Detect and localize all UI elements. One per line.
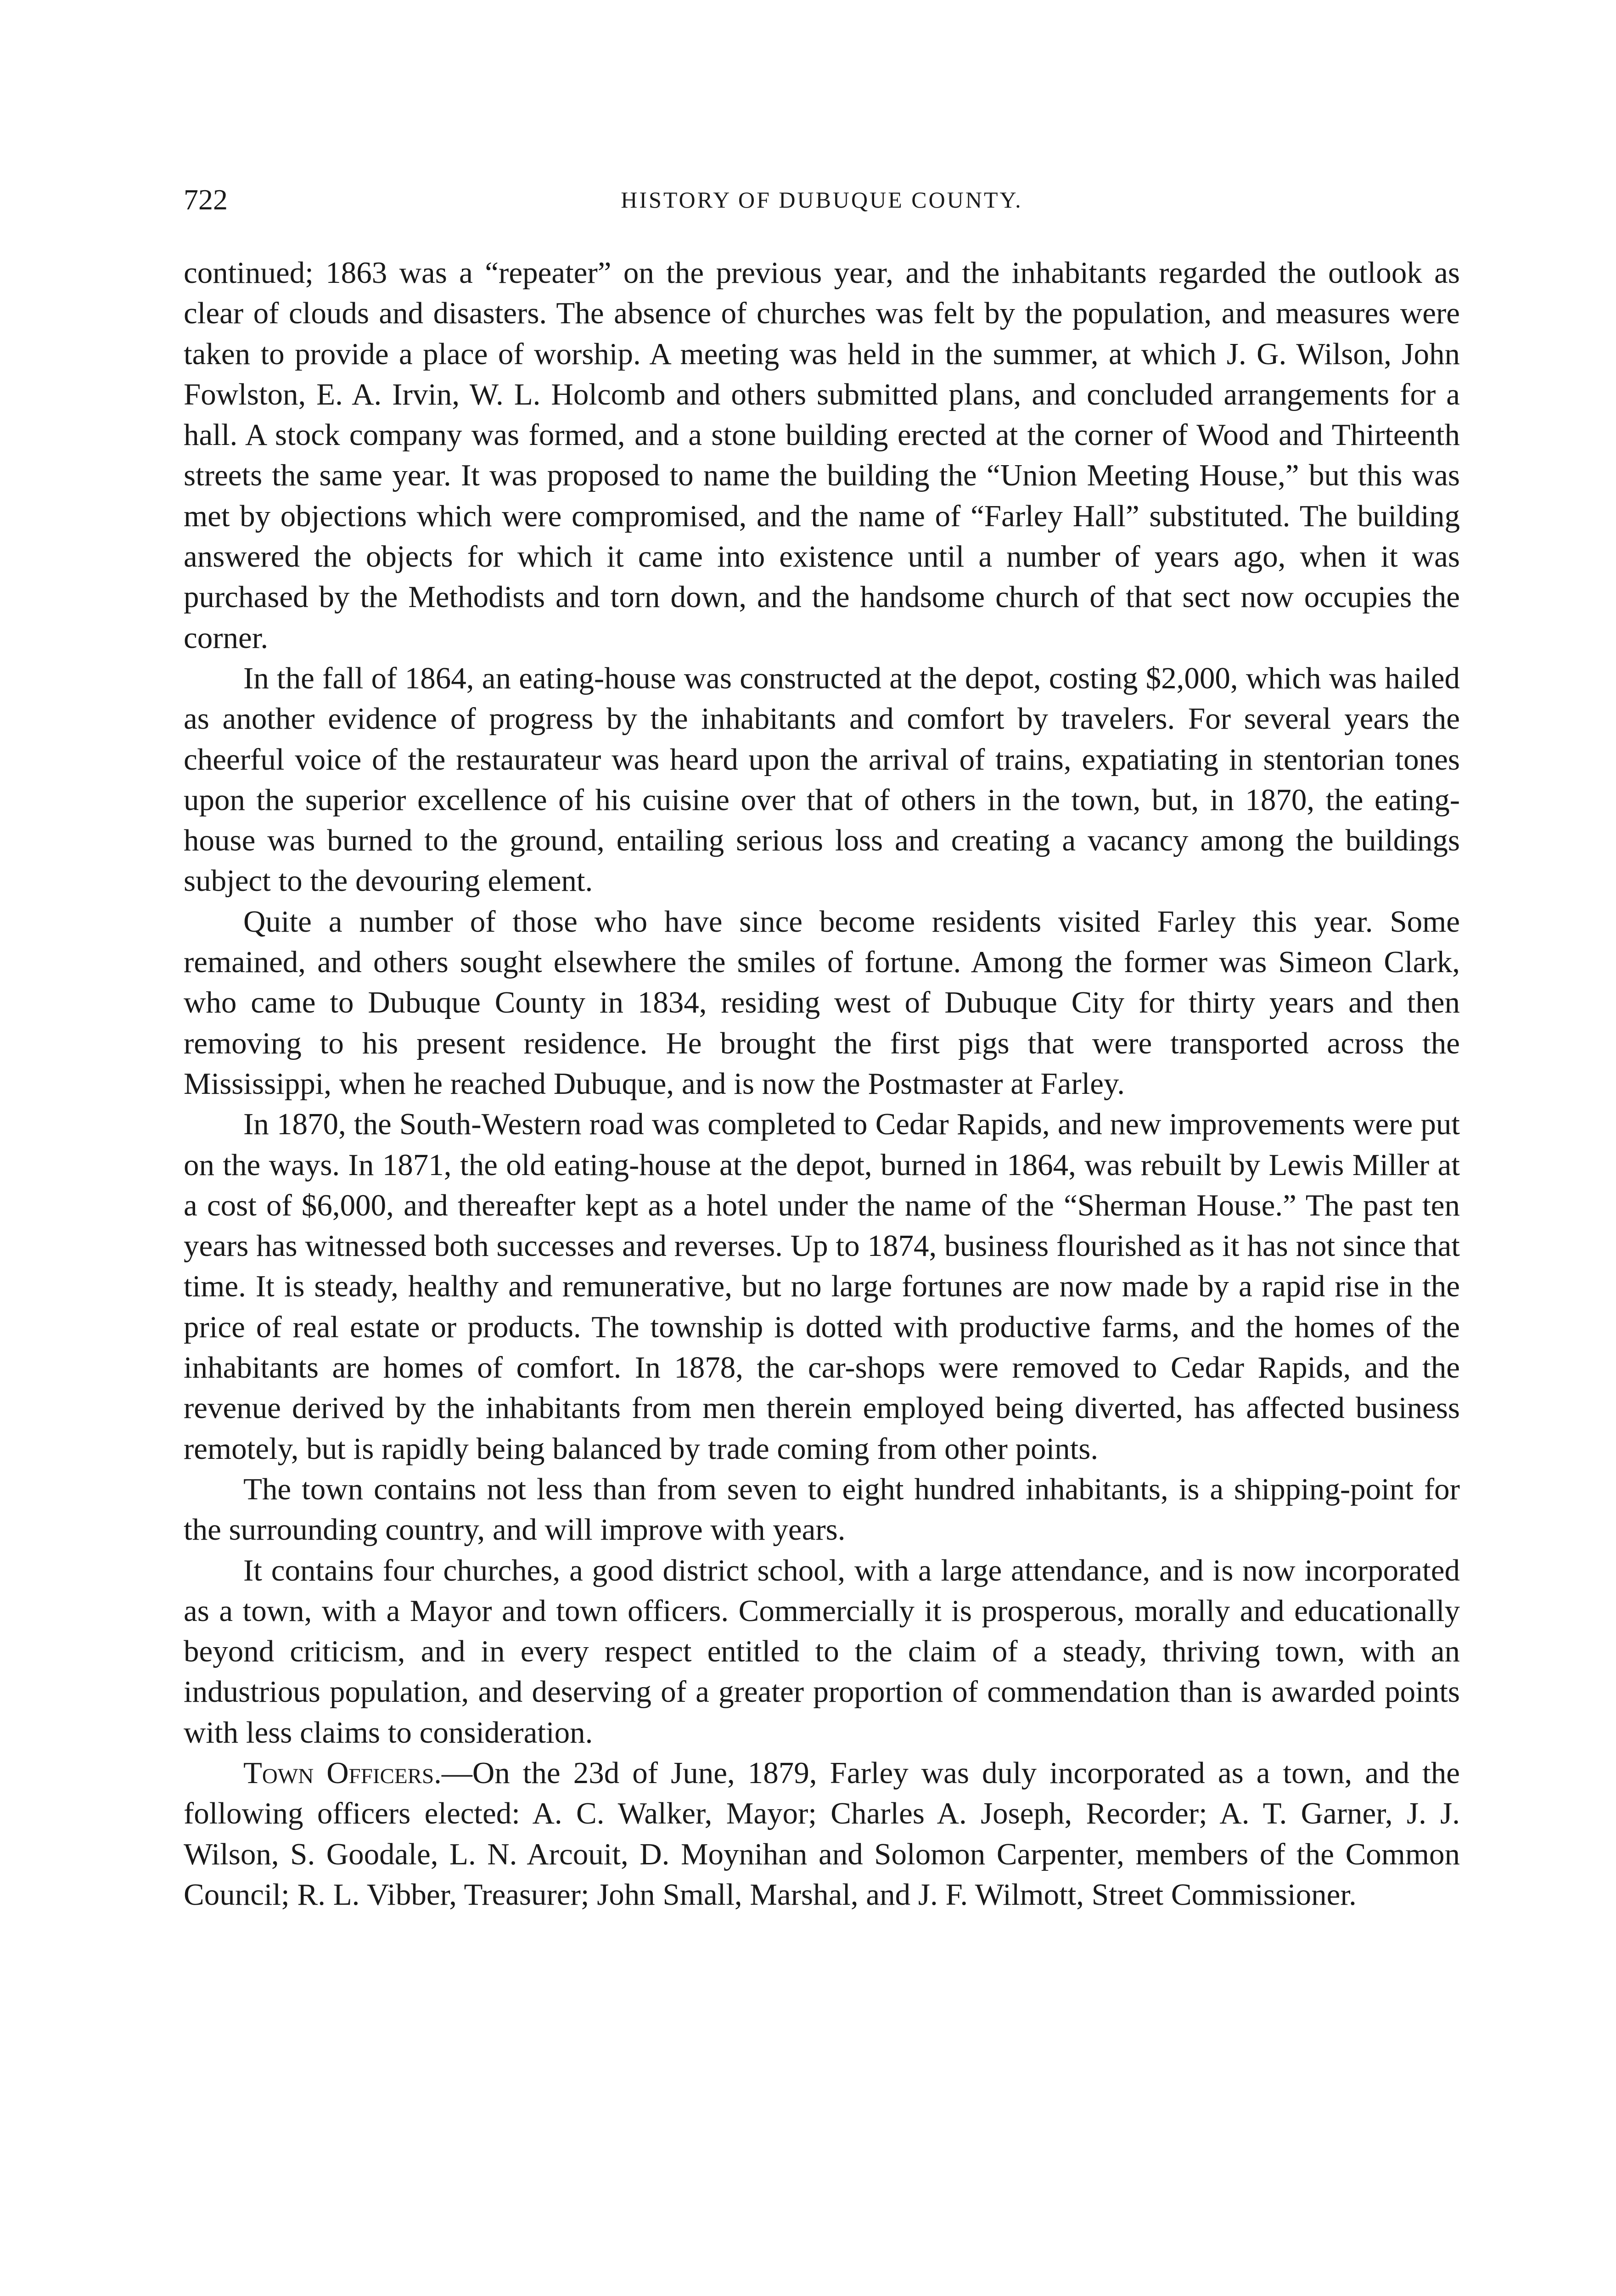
book-page (184, 179, 1460, 1915)
body-text (184, 253, 1460, 1915)
paragraph-town-churches: It contains four churches, a good district school, with a large attendance, and is now incorporated as a town, with a Mayor and town officers. Commercially it is prosperous, morally and educationally beyond criticism, and in every respect entitled to the claim of a steady, thriving town, with an industrious population, and deserving of a greater proportion of commendation than is awarded points with less claims to consideration. (184, 1553, 1460, 1750)
town-officers-heading: Town Officers. (243, 1756, 442, 1790)
running-title: HISTORY OF DUBUQUE COUNTY. (621, 187, 1023, 213)
paragraph-continued: continued; 1863 was a “repeater” on the previous year, and the inhabitants regarded the outlook as clear of clouds and disasters. The absence of churches was felt by the population, and measures were taken to provide a place of worship. A meeting was held in the summer, at which J. G. Wilson, John Fowlston, E. A. Irvin, W. L. Holcomb and others submitted plans, and concluded arrangements for a hall. A stock company was formed, and a stone building erected at the corner of Wood and Thirteenth streets the same year. It was proposed to name the building the “Union Meeting House,” but this was met by objections which were compromised, and the name of “Farley Hall” substituted. The building answered the objects for which it came into existence until a number of years ago, when it was purchased by the Methodists and torn down, and the handsome church of that sect now occupies the corner. (184, 256, 1460, 655)
paragraph-new-residents: Quite a number of those who have since become residents visited Farley this year. Some remained, and others sought elsewhere the smiles of fortune. Among the former was Simeon Clark, who came to Dubuque County in 1834, residing west of Dubuque City for thirty years and then removing to his present residence. He brought the first pigs that were transported across the Mississippi, when he reached Dubuque, and is now the Postmaster at Farley. (184, 904, 1460, 1101)
page-number: 722 (184, 183, 228, 216)
paragraph-eating-house: In the fall of 1864, an eating-house was constructed at the depot, costing $2,000, which was hailed as another evidence of progress by the inhabitants and comfort by travelers. For several years the cheerful voice of the restaurateur was heard upon the arrival of trains, expatiating in stentorian tones upon the superior excellence of his cuisine over that of others in the town, but, in 1870, the eating-house was burned to the ground, entailing serious loss and creating a vacancy among the buildings subject to the devouring element. (184, 661, 1460, 898)
town-officers-text: —On the 23d of June, 1879, Farley was duly incorporated as a town, and the following officers elected: A. C. Walker, Mayor; Charles A. Joseph, Recorder; A. T. Garner, J. J. Wilson, S. Goodale, L. N. Arcouit, D. Moynihan and Solomon Carpenter, members of the Common Council; R. L. Vibber, Treasurer; John Small, Marshal, and J. F. Wilmott, Street Commissioner. (184, 1756, 1460, 1912)
paragraph-south-western-road: In 1870, the South-Western road was completed to Cedar Rapids, and new improvements were put on the ways. In 1871, the old eating-house at the depot, burned in 1864, was rebuilt by Lewis Miller at a cost of $6,000, and thereafter kept as a hotel under the name of the “Sherman House.” The past ten years has witnessed both successes and reverses. Up to 1874, business flourished as it has not since that time. It is steady, healthy and remunerative, but no large fortunes are now made by a rapid rise in the price of real estate or products. The township is dotted with productive farms, and the homes of the inhabitants are homes of comfort. In 1878, the car-shops were removed to Cedar Rapids, and the revenue derived by the inhabitants from men therein employed being diverted, has affected business remotely, but is rapidly being balanced by trade coming from other points. (184, 1107, 1460, 1466)
paragraph-town-officers (184, 1753, 1460, 1915)
paragraph-town-population: The town contains not less than from seven to eight hundred inhabitants, is a shipping-point for the surrounding country, and will improve with years. (184, 1472, 1460, 1547)
running-header (184, 179, 1460, 220)
